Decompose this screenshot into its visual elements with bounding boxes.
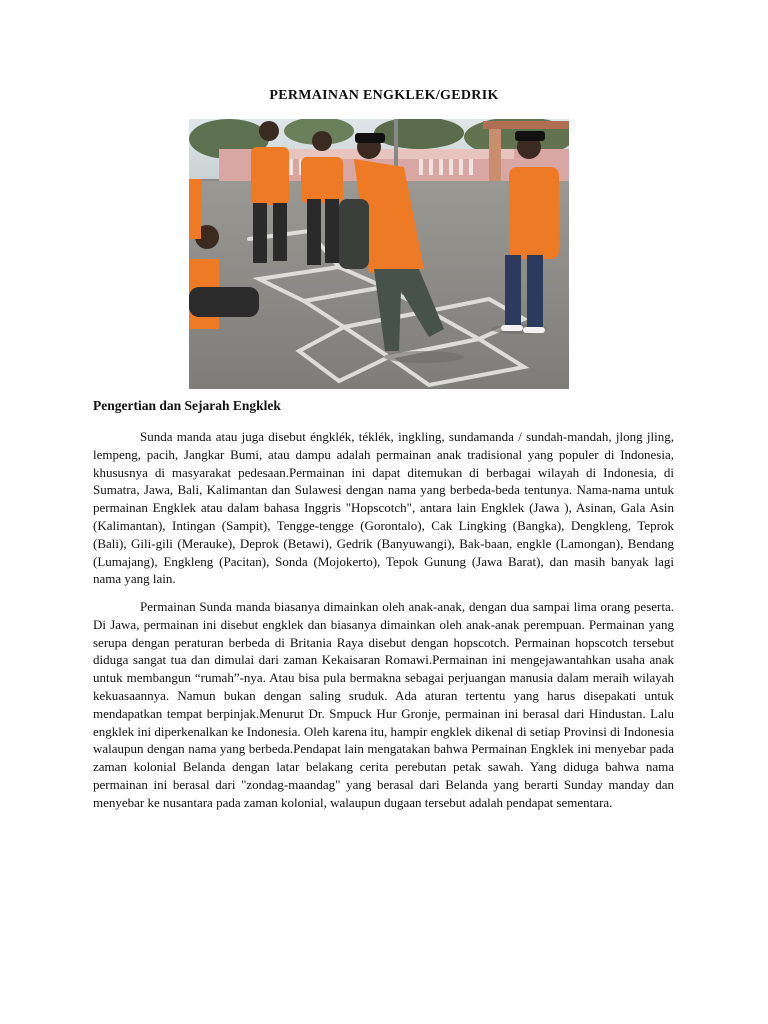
paragraph-2: Permainan Sunda manda biasanya dimainkan oleh anak-anak, dengan dua sampai lima orang peserta. Di Jawa, permainan ini disebut engklek dan biasanya dimainkan oleh anak-anak perempuan. Permainan yang serupa dengan peraturan berbeda di Britania Raya disebut dengan hopscotch. Permainan hopscotch tersebut diduga sangat tua dan dimulai dari zaman Kekaisaran Romawi.Permainan ini mengejawantahkan usaha anak untuk membangun “rumah”-nya. Atau bisa pula bermakna sebagai perjuangan manusia dalam meraih wilayah kekuasaannya. Namun bukan dengan saling sruduk. Ada aturan tertentu yang harus disepakati untuk mendapatkan tempat berpinjak.Menurut Dr. Smpuck Hur Gronje, permainan ini berasal dari Hindustan. Lalu engklek ini diperkenalkan ke Indonesia. Oleh karena itu, hampir engklek dikenal di setiap Provinsi di Indonesia walaupun dengan nama yang berbeda.Pendapat lain mengatakan bahwa Permainan Engklek ini menyebar pada zaman kolonial Belanda dengan latar belakang cerita perebutan petak sawah. Yang diduga bahwa nama permainan ini berasal dari "zondag-maandag" yang berasal dari Belanda yang berarti Sunday manday dan menyebar ke nusantara pada zaman kolonial, walaupun dugaan tersebut adalah pendapat sementara.	[93, 599, 674, 810]
paragraph-1: Sunda manda atau juga disebut éngklék, téklék, ingkling, sundamanda / sundah-mandah, jlong jling, lempeng, pacih, Jangkar Bumi, atau dampu adalah permainan anak tradisional yang populer di Indonesia, khususnya di masyarakat pedesaan.Permainan ini dapat ditemukan di berbagai wilayah di Indonesia, di Sumatra, Jawa, Bali, Kalimantan dan Sulawesi dengan nama yang berbeda-beda tentunya. Nama-nama untuk permainan Engklek atau dalam bahasa Inggris "Hopscotch", antara lain Engklek (Jawa ), Asinan, Gala Asin (Kalimantan), Intingan (Sampit), Tengge-tengge (Gorontalo), Cak Lingking (Bangka), Dengkleng, Teprok (Bali), Gili-gili (Merauke), Deprok (Betawi), Gedrik (Banyuwangi), Bak-baan, engkle (Lamongan), Bendang (Lumajang), Engkleng (Pacitan), Sonda (Mojokerto), Tepok Gunung (Jawa Barat), dan masih banyak lagi nama yang lain.	[93, 429, 674, 587]
section-heading: Pengertian dan Sejarah Engklek	[93, 398, 281, 413]
document-title: PERMAINAN ENGKLEK/GEDRIK	[269, 88, 499, 103]
hopscotch-photo	[189, 119, 569, 389]
